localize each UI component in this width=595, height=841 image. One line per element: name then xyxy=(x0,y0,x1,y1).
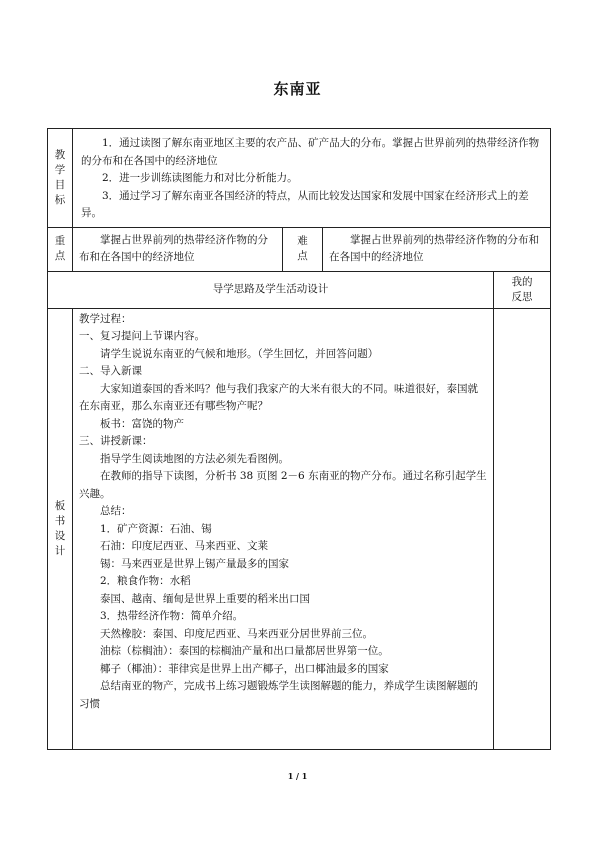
objective-item: 3．通过学习了解东南亚各国经济的特点，从而比较发达国家和发展中国家在经济形式上的差异。 xyxy=(81,189,529,219)
process-line: 三、讲授新课： xyxy=(79,435,153,447)
design-header: 导学思路及学生活动设计 xyxy=(48,271,494,308)
process-content xyxy=(73,308,494,749)
difficulty-label: 难 点 xyxy=(283,227,323,271)
process-line: 泰国、越南、缅甸是世界上重要的稻米出口国 xyxy=(100,592,310,605)
process-lines xyxy=(79,311,487,714)
process-row xyxy=(48,308,551,749)
objectives-label: 教 学 目 标 xyxy=(48,129,73,228)
lesson-plan-table xyxy=(47,128,551,750)
process-line: 总结南亚的物产，完成书上练习题锻炼学生读图解题的能力，养成学生读图解题的习惯 xyxy=(79,680,478,710)
board-design-label: 板 书 设 计 xyxy=(48,308,73,749)
reflection-content xyxy=(494,308,551,749)
keypoints-row xyxy=(48,227,551,271)
page-title: 东南亚 xyxy=(273,80,322,98)
process-line: 在教师的指导下读图，分析书 38 页图 2－6 东南亚的物产分布。通过名称引起学生兴趣。 xyxy=(79,470,487,500)
process-line: 总结： xyxy=(100,505,132,517)
reflection-label: 我的 反思 xyxy=(494,271,551,308)
process-line: 天然橡胶：泰国、印度尼西亚、马来西亚分居世界前三位。 xyxy=(100,627,373,640)
process-line: 油棕（棕榈油）：泰国的棕榈油产量和出口量都居世界第一位。 xyxy=(100,645,389,657)
objective-item: 2．进一步训练读图能力和对比分析能力。 xyxy=(102,172,298,184)
process-line: 锡：马来西亚是世界上锡产量最多的国家 xyxy=(100,557,289,570)
objective-item: 1．通过读图了解东南亚地区主要的农产品、矿产品大的分布。掌握占世界前列的热带经济作物的分布和在各国中的经济地位 xyxy=(81,137,540,167)
focus-content: 掌握占世界前列的热带经济作物的分布和在各国中的经济地位 xyxy=(73,227,283,271)
design-header-row xyxy=(48,271,551,308)
focus-label: 重 点 xyxy=(48,227,73,271)
process-line: 2．粮食作物：水稻 xyxy=(100,575,191,587)
objectives-row xyxy=(48,129,551,228)
page-footer: 1 / 1 xyxy=(287,771,308,781)
process-line: 3．热带经济作物：简单介绍。 xyxy=(100,610,244,622)
process-line: 指导学生阅读地图的方法必须先看图例。 xyxy=(100,452,289,465)
process-line: 请学生说说东南亚的气候和地形。（学生回忆，并回答问题） xyxy=(100,347,379,360)
process-line: 二、导入新课 xyxy=(79,365,142,377)
process-line: 椰子（椰油）：菲律宾是世界上出产椰子，出口椰油最多的国家 xyxy=(100,662,389,675)
process-line: 石油：印度尼西亚、马来西亚、文莱 xyxy=(100,540,268,552)
process-line: 大家知道泰国的香米吗？他与我们我家产的大米有很大的不同。味道很好，泰国就在东南亚，那么东南亚还有哪些物产呢？ xyxy=(79,382,478,412)
objectives-content xyxy=(73,129,551,228)
process-line: 一、复习提问上节课内容。 xyxy=(79,330,205,342)
difficulty-content: 掌握占世界前列的热带经济作物的分布和在各国中的经济地位 xyxy=(323,227,551,271)
process-line: 教学过程： xyxy=(79,312,132,325)
process-line: 1．矿产资源：石油、锡 xyxy=(100,522,212,535)
process-line: 板书：富饶的物产 xyxy=(100,417,184,430)
